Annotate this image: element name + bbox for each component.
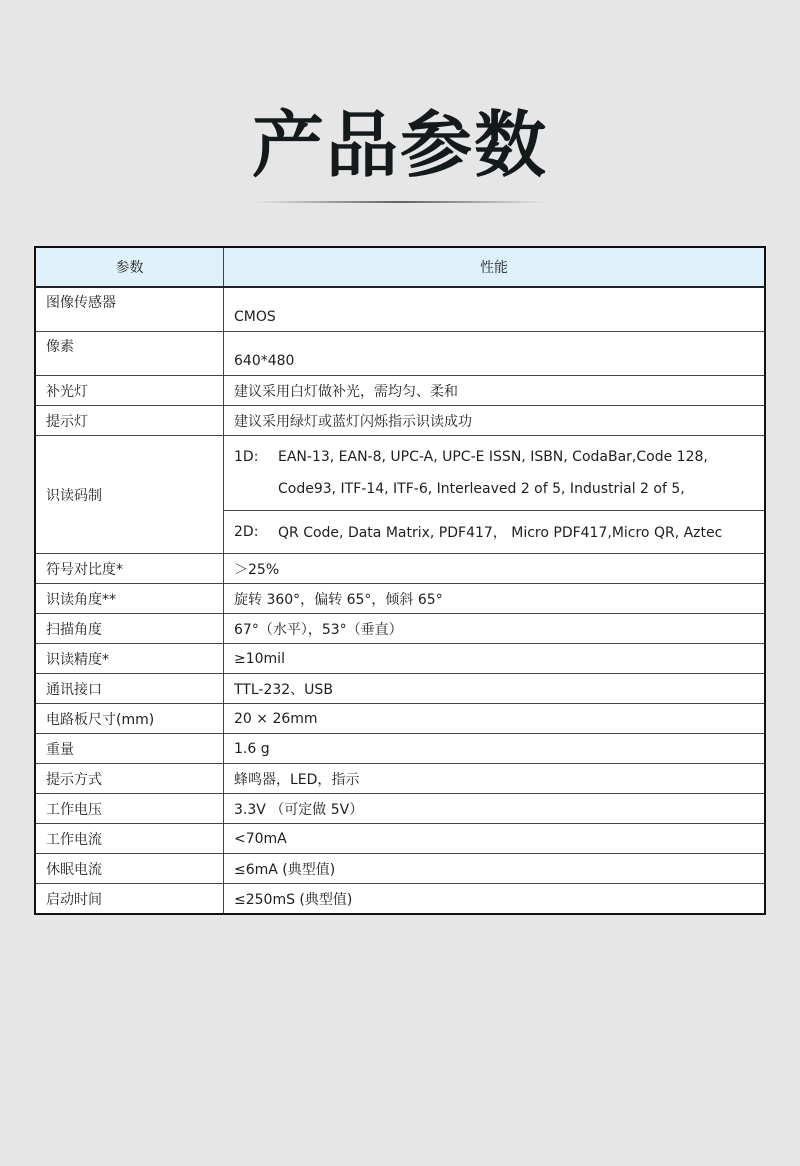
table-row: [35, 674, 765, 704]
row-value: ≤6mA (典型值): [224, 854, 766, 884]
row-value: 蜂鸣器，LED，指示: [224, 764, 766, 794]
row-value: 67°（水平），53°（垂直）: [224, 614, 766, 644]
symbology-1d-tag: 1D:: [234, 449, 259, 465]
row-value: ＞25%: [224, 554, 766, 584]
symbology-2d-cell: [224, 511, 766, 554]
table-row: [35, 884, 765, 915]
header-param: 参数: [35, 247, 224, 287]
row-value: 3.3V （可定做 5V）: [224, 794, 766, 824]
row-name: 电路板尺寸(mm): [35, 704, 224, 734]
symbology-2d-line: [234, 516, 754, 548]
row-value: ≥10mil: [224, 644, 766, 674]
table-row: [35, 704, 765, 734]
row-value: CMOS: [224, 287, 766, 332]
symbology-2d-list: QR Code, Data Matrix, PDF417， Micro PDF417,Micro QR, Aztec: [278, 525, 723, 541]
table-row: [35, 764, 765, 794]
symbology-1d-list-b: Code93, ITF-14, ITF-6, Interleaved 2 of 5, Industrial 2 of 5,: [278, 481, 685, 497]
row-name: 补光灯: [35, 376, 224, 406]
table-row: [35, 376, 765, 406]
table-row-symbologies: [35, 436, 765, 511]
row-name: 通讯接口: [35, 674, 224, 704]
table-row: [35, 644, 765, 674]
symbology-1d-line-b: [234, 473, 754, 505]
row-name: 重量: [35, 734, 224, 764]
row-name: 提示方式: [35, 764, 224, 794]
symbology-1d-list-a: EAN-13, EAN-8, UPC-A, UPC-E ISSN, ISBN, CodaBar,Code 128,: [278, 449, 708, 465]
symbology-1d-cell: [224, 436, 766, 511]
title-divider: [255, 201, 545, 203]
row-name: 工作电流: [35, 824, 224, 854]
table-row: [35, 794, 765, 824]
table-row: [35, 734, 765, 764]
row-name: 识读角度**: [35, 584, 224, 614]
symbology-1d-line-a: [234, 441, 754, 473]
symbology-2d-tag: 2D:: [234, 524, 259, 540]
table-row: [35, 287, 765, 332]
row-name: 工作电压: [35, 794, 224, 824]
row-value: TTL-232、USB: [224, 674, 766, 704]
spec-table: [34, 246, 766, 915]
row-value: <70mA: [224, 824, 766, 854]
row-name: 扫描角度: [35, 614, 224, 644]
row-value: 旋转 360°，偏转 65°，倾斜 65°: [224, 584, 766, 614]
table-row: [35, 332, 765, 376]
row-value: 1.6 g: [224, 734, 766, 764]
row-name: 识读码制: [35, 436, 224, 554]
row-name: 提示灯: [35, 406, 224, 436]
row-value: ≤250mS (典型值): [224, 884, 766, 915]
table-header-row: [35, 247, 765, 287]
row-name: 图像传感器: [35, 287, 224, 332]
row-value: 640*480: [224, 332, 766, 376]
row-name: 休眠电流: [35, 854, 224, 884]
row-value: 20 × 26mm: [224, 704, 766, 734]
table-row: [35, 406, 765, 436]
table-row: [35, 554, 765, 584]
table-row: [35, 584, 765, 614]
row-value: 建议采用白灯做补光，需均匀、柔和: [224, 376, 766, 406]
table-row: [35, 824, 765, 854]
row-name: 像素: [35, 332, 224, 376]
page-title: 产品参数: [251, 103, 548, 187]
header-performance: 性能: [224, 247, 766, 287]
row-name: 识读精度*: [35, 644, 224, 674]
table-row: [35, 614, 765, 644]
row-name: 符号对比度*: [35, 554, 224, 584]
table-row: [35, 854, 765, 884]
row-name: 启动时间: [35, 884, 224, 915]
row-value: 建议采用绿灯或蓝灯闪烁指示识读成功: [224, 406, 766, 436]
